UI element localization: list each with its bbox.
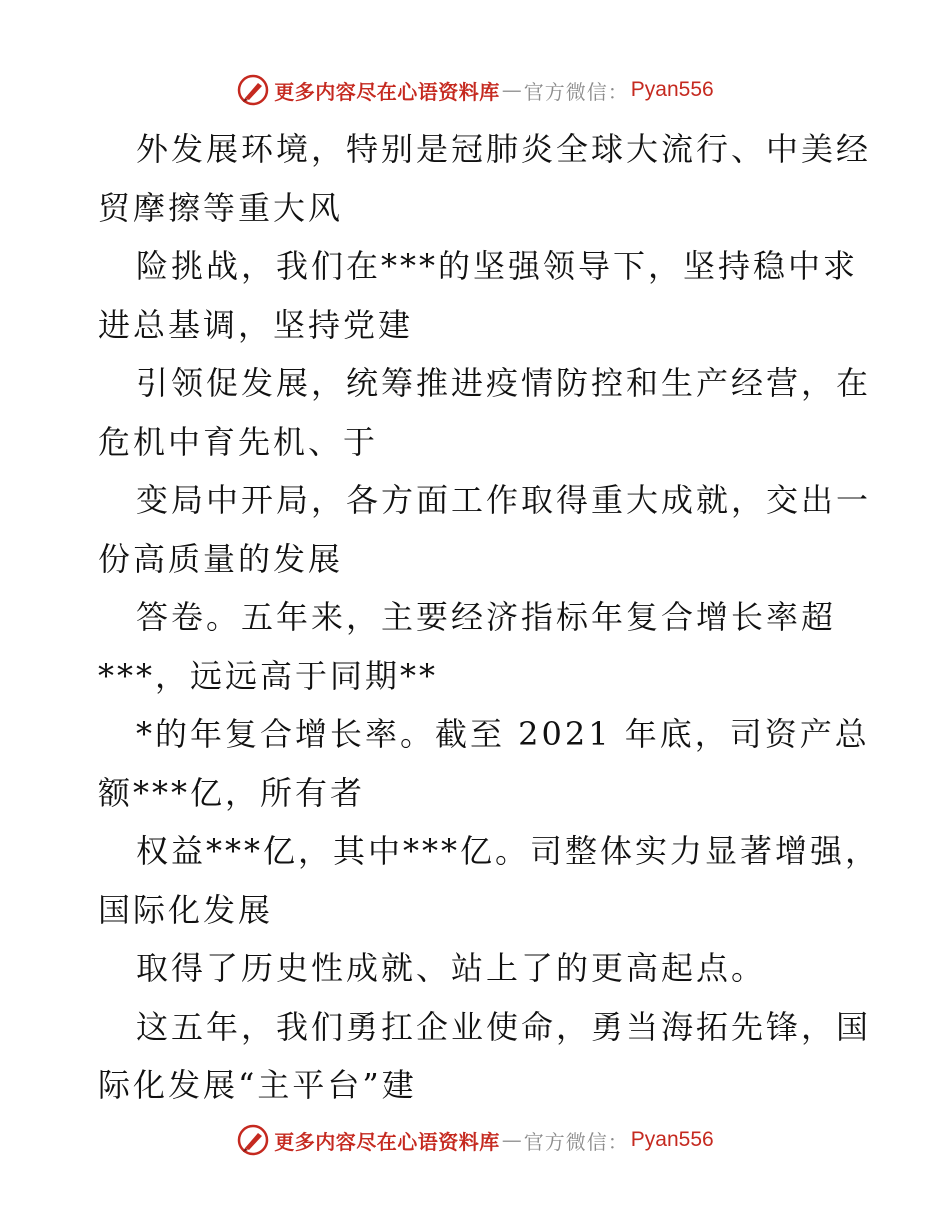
body-line: 份高质量的发展 — [98, 539, 344, 578]
body-line: *的年复合增长率。截至 2021 年底，司资产总 — [136, 715, 870, 753]
watermark-brand: 更多内容尽在心语资料库 — [274, 1129, 500, 1154]
document-body — [98, 120, 881, 1115]
body-line: 进总基调，坚持党建 — [98, 305, 414, 344]
watermark-label: 官方微信： — [523, 79, 629, 104]
header-watermark — [0, 70, 950, 110]
body-line: 答卷。五年来，主要经济指标年复合增长率超 — [136, 598, 837, 636]
pen-logo-icon — [236, 1123, 270, 1157]
body-line: 这五年，我们勇扛企业使命，勇当海拓先锋，国 — [136, 1007, 872, 1046]
body-line: 国际化发展 — [98, 890, 274, 929]
body-line: 险挑战，我们在***的坚强领导下，坚持稳中求 — [136, 247, 859, 285]
body-line: 额***亿，所有者 — [98, 773, 366, 812]
watermark-dash: — — [501, 1128, 522, 1152]
body-line: 外发展环境，特别是冠肺炎全球大流行、中美经 — [136, 130, 872, 168]
body-line: 贸摩擦等重大风 — [98, 188, 344, 227]
footer-watermark — [0, 1120, 950, 1160]
pen-logo-icon — [236, 73, 270, 107]
watermark-dash: — — [501, 78, 522, 102]
body-line: 权益***亿，其中***亿。司整体实力显著增强， — [136, 832, 881, 870]
watermark-wechat-id: Pyan556 — [630, 78, 714, 101]
watermark-brand: 更多内容尽在心语资料库 — [274, 79, 500, 104]
body-line: 危机中育先机、于 — [98, 422, 379, 461]
body-line: 变局中开局，各方面工作取得重大成就，交出一 — [136, 481, 872, 519]
watermark-wechat-id: Pyan556 — [630, 1128, 714, 1151]
body-line: 际化发展“主平台”建 — [98, 1066, 417, 1104]
body-line: 引领促发展，统筹推进疫情防控和生产经营，在 — [136, 364, 872, 402]
body-line: ***，远远高于同期** — [98, 656, 439, 695]
watermark-label: 官方微信： — [523, 1129, 629, 1154]
body-line: 取得了历史性成就、站上了的更高起点。 — [136, 949, 767, 987]
